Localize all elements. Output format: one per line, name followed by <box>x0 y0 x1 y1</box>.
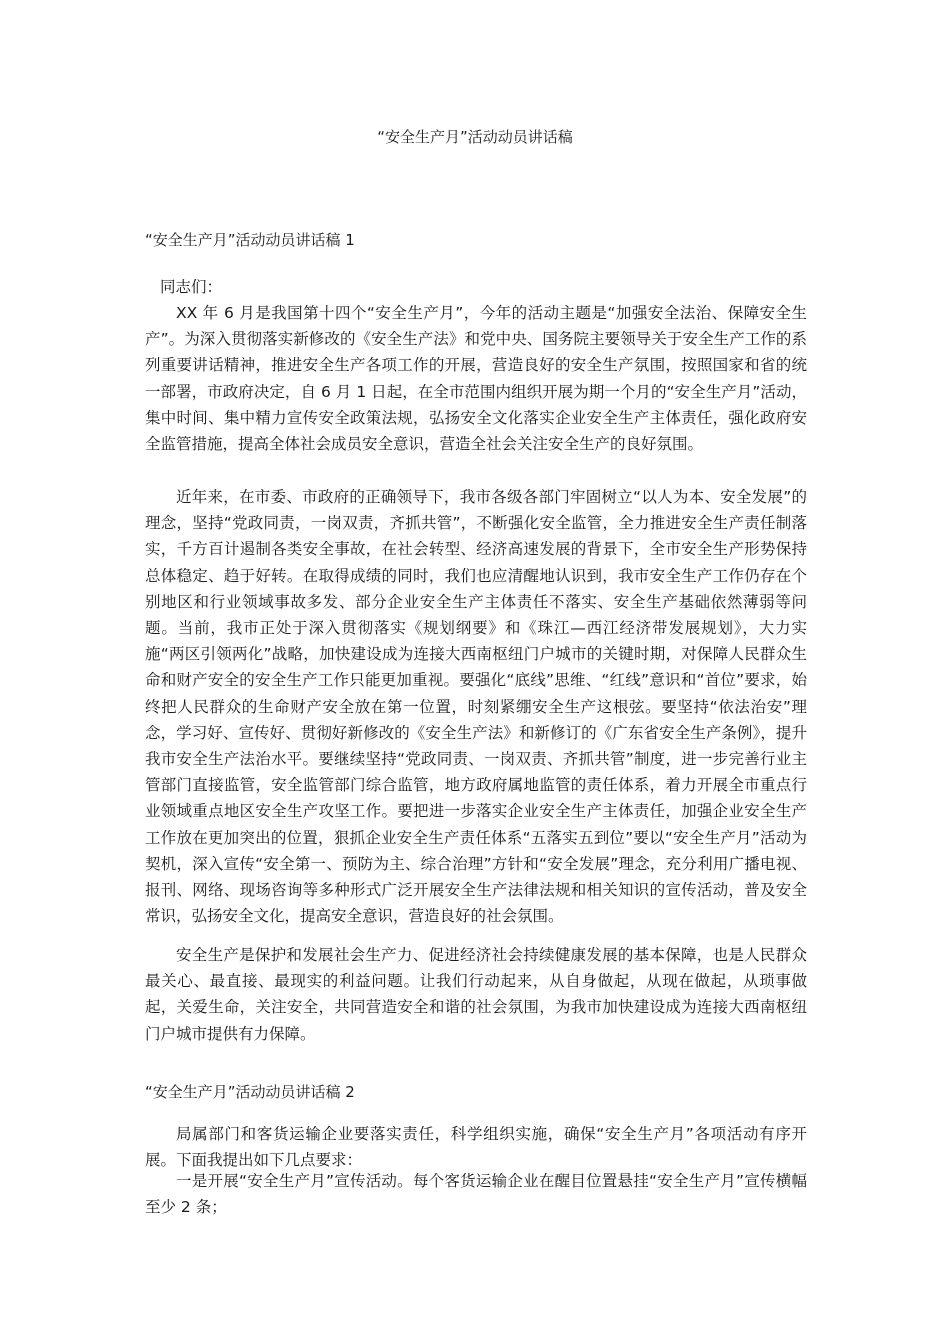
section-1-paragraph-2: 近年来，在市委、市政府的正确领导下，我市各级各部门牢固树立“以人为本、安全发展”的理念，坚持“党政同责，一岗双责，齐抓共管”，不断强化安全监管，全力推进安全生产责任制落实，千方百计遏制各类安全事故，在社会转型、经济高速发展的背景下，全市安全生产形势保持总体稳定、趋于好转。在取得成绩的同时，我们也应清醒地认识到，我市安全生产工作仍存在个别地区和行业领域事故多发、部分企业安全生产主体责任不落实、安全生产基础依然薄弱等问题。当前，我市正处于深入贯彻落实《规划纲要》和《珠江—西江经济带发展规划》，大力实施“两区引领两化”战略，加快建设成为连接大西南枢纽门户城市的关键时期，对保障人民群众生命和财产安全的安全生产工作只能更加重视。要强化“底线”思维、“红线”意识和“首位”要求，始终把人民群众的生命财产安全放在第一位置，时刻紧绷安全生产这根弦。要坚持“依法治安”理念，学习好、宣传好、贯彻好新修改的《安全生产法》和新修订的《广东省安全生产条例》，提升我市安全生产法治水平。要继续坚持“党政同责、一岗双责、齐抓共管”制度，进一步完善行业主管部门直接监管，安全监管部门综合监管，地方政府属地监管的责任体系，着力开展全市重点行业领域重点地区安全生产攻坚工作。要把进一步落实企业安全生产主体责任，加强企业安全生产工作放在更加突出的位置，狠抓企业安全生产责任体系“五落实五到位”要以“安全生产月”活动为契机，深入宣传“安全第一、预防为主、综合治理”方针和“安全发展”理念，充分利用广播电视、报刊、网络、现场咨询等多种形式广泛开展安全生产法律法规和相关知识的宣传活动，普及安全常识，弘扬安全文化，提高安全意识，营造良好的社会氛围。 <box>145 488 807 926</box>
section-2-heading: “安全生产月”活动动员讲话稿 2 <box>145 1083 355 1101</box>
section-1-paragraph-3: 安全生产是保护和发展社会生产力、促进经济社会持续健康发展的基本保障，也是人民群众最关心、最直接、最现实的利益问题。让我们行动起来，从自身做起，从现在做起，从琐事做起，关爱生命，关注安全，共同营造安全和谐的社会氛围，为我市加快建设成为连接大西南枢纽门户城市提供有力保障。 <box>145 946 807 1043</box>
section-1-heading: “安全生产月”活动动员讲话稿 1 <box>145 231 355 249</box>
section-1-paragraph-1: XX 年 6 月是我国第十四个“安全生产月”，今年的活动主题是“加强安全法治、保障安全生产”。为深入贯彻落实新修改的《安全生产法》和党中央、国务院主要领导关于安全生产工作的系列重要讲话精神，推进安全生产各项工作的开展，营造良好的安全生产氛围，按照国家和省的统一部署，市政府决定，自 6 月 1 日起，在全市范围内组织开展为期一个月的“安全生产月”活动，集中时间、集中精力宣传安全政策法规，弘扬安全文化落实企业安全生产主体责任，强化政府安全监管措施，提高全体社会成员安全意识，营造全社会关注安全生产的良好氛围。 <box>145 304 807 454</box>
section-2-paragraph-1: 局属部门和客货运输企业要落实责任，科学组织实施，确保“安全生产月”各项活动有序开展。下面我提出如下几点要求： <box>145 1125 807 1169</box>
section-2-paragraph-2: 一是开展“安全生产月”宣传活动。每个客货运输企业在醒目位置悬挂“安全生产月”宣传横幅至少 2 条； <box>145 1172 807 1216</box>
salutation: 同志们： <box>160 278 223 296</box>
document-title: “安全生产月”活动动员讲话稿 <box>377 128 573 146</box>
